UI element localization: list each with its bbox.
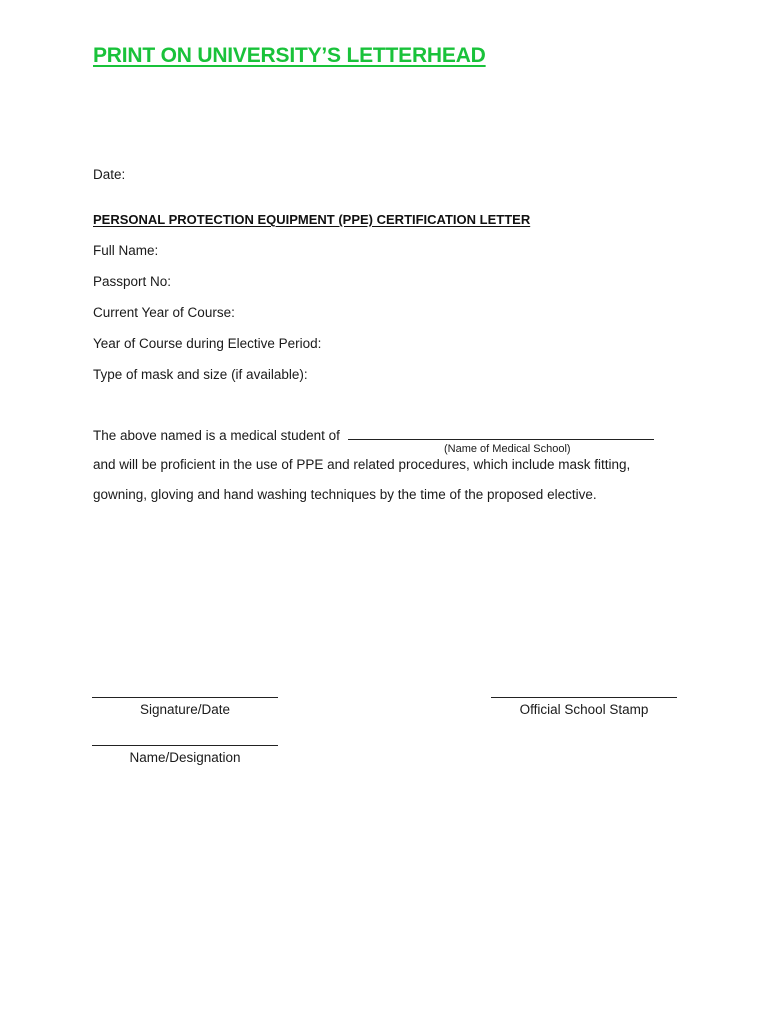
date-label: Date: <box>93 167 126 182</box>
signature-date-line <box>92 697 278 698</box>
signature-date-label: Signature/Date <box>139 702 231 717</box>
paragraph-intro-text: The above named is a medical student of <box>93 428 340 443</box>
paragraph-intro <box>93 428 654 443</box>
signature-date-block <box>92 697 278 717</box>
current-year-label: Current Year of Course: <box>93 305 235 320</box>
letter-title: PERSONAL PROTECTION EQUIPMENT (PPE) CERTIFICATION LETTER <box>93 212 531 227</box>
paragraph-line-3: gowning, gloving and hand washing techniques by the time of the proposed elective. <box>93 487 597 502</box>
school-name-blank <box>348 428 654 440</box>
mask-label: Type of mask and size (if available): <box>93 367 308 382</box>
name-designation-label: Name/Designation <box>129 750 241 765</box>
full-name-label: Full Name: <box>93 243 159 258</box>
name-designation-line <box>92 745 278 746</box>
letterhead-instruction: PRINT ON UNIVERSITY’S LETTERHEAD <box>93 44 486 67</box>
school-stamp-block <box>491 697 677 717</box>
passport-label: Passport No: <box>93 274 172 289</box>
school-stamp-line <box>491 697 677 698</box>
school-stamp-label: Official School Stamp <box>519 702 649 717</box>
paragraph-line-2: and will be proficient in the use of PPE and related procedures, which include mask fitting, <box>93 457 631 472</box>
name-designation-block <box>92 745 278 765</box>
elective-year-label: Year of Course during Elective Period: <box>93 336 322 351</box>
school-name-note: (Name of Medical School) <box>444 443 571 455</box>
